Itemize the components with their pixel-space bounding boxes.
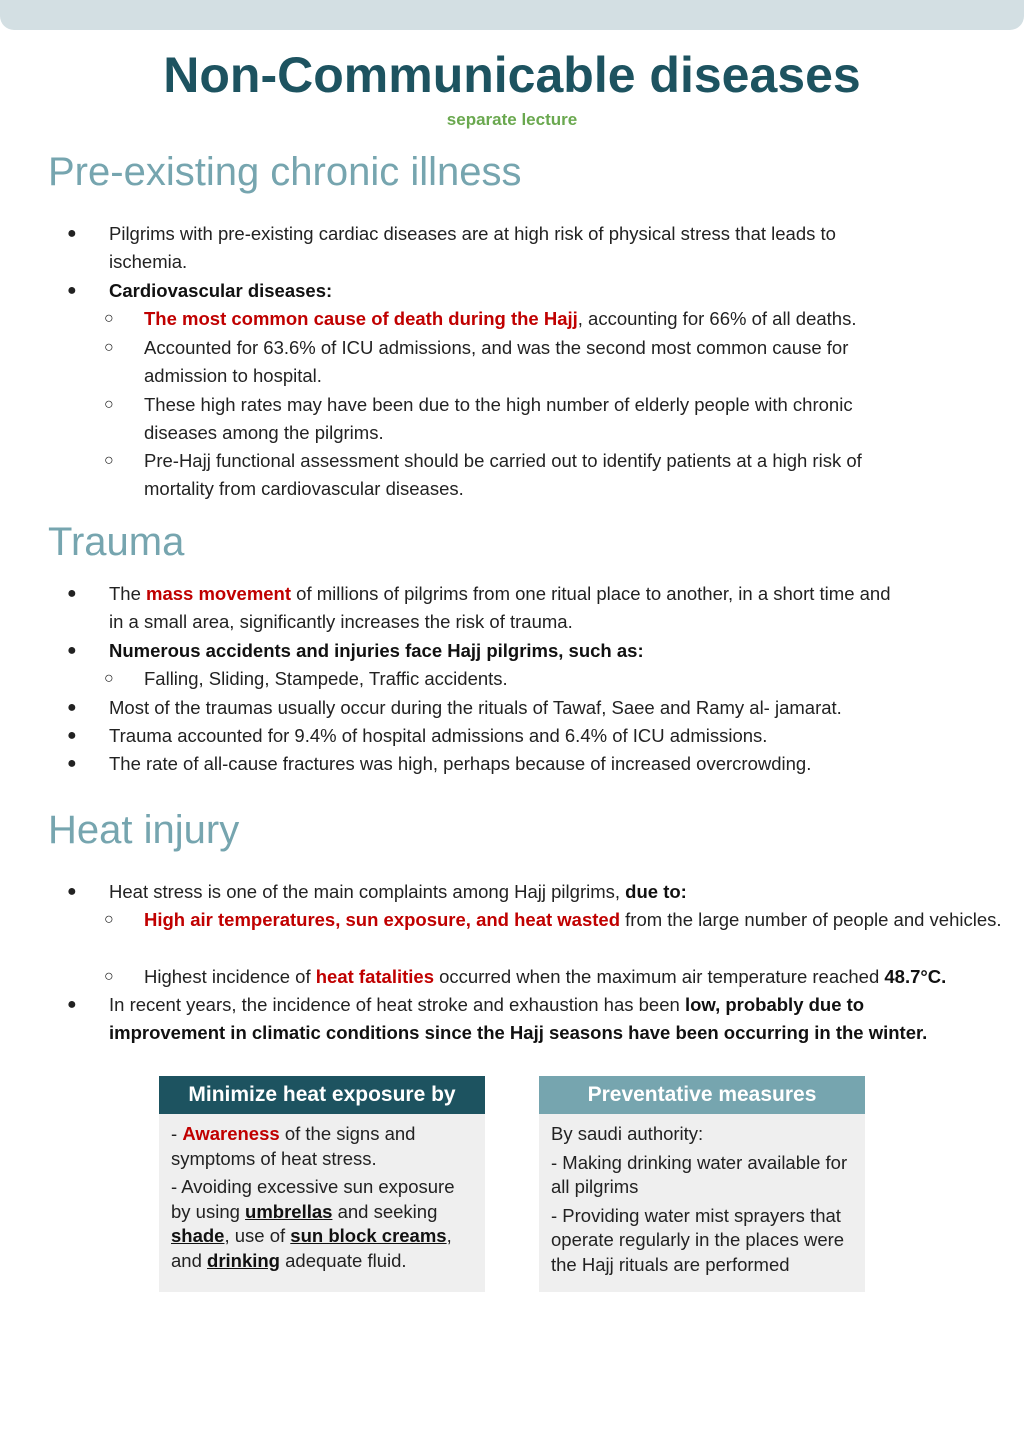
chronic-point-2 bbox=[109, 277, 909, 305]
section-title-chronic: Pre-existing chronic illness bbox=[48, 150, 522, 194]
page-title: Non-Communicable diseases bbox=[163, 47, 861, 103]
top-decorative-bar bbox=[0, 0, 1024, 30]
bold-text: Numerous accidents and injuries face Hajj pilgrims, such as: bbox=[109, 640, 644, 661]
sub-bullet-icon: ○ bbox=[104, 670, 114, 687]
heat-point-1 bbox=[109, 878, 969, 906]
body-text: of millions of pilgrims from one ritual place to another, in a short time and in a small area, significantly increases the risk of trauma. bbox=[109, 583, 891, 633]
bullet-icon: ● bbox=[67, 996, 77, 1013]
body-text: occurred when the maximum air temperature reached bbox=[434, 966, 885, 987]
bullet-icon: ● bbox=[67, 727, 77, 744]
emphasis-text: The most common cause of death during the Hajj bbox=[144, 308, 578, 329]
emphasis-text: Awareness bbox=[182, 1123, 280, 1144]
sub-bullet-icon: ○ bbox=[104, 911, 114, 928]
sub-bullet-icon: ○ bbox=[104, 452, 114, 469]
preventative-measures-box-title: Preventative measures bbox=[539, 1076, 865, 1114]
minimize-heat-box bbox=[159, 1076, 485, 1292]
trauma-sub-1: Falling, Sliding, Stampede, Traffic accidents. bbox=[144, 668, 508, 689]
preventative-measures-box bbox=[539, 1076, 865, 1292]
page-subtitle: separate lecture bbox=[446, 110, 578, 129]
bullet-icon: ● bbox=[67, 642, 77, 659]
body-text: - bbox=[171, 1123, 183, 1144]
body-text: , use of bbox=[224, 1225, 291, 1247]
minimize-item-2 bbox=[171, 1175, 473, 1273]
sub-bullet-icon: ○ bbox=[104, 396, 114, 413]
minimize-heat-box-title: Minimize heat exposure by bbox=[159, 1076, 485, 1114]
bullet-icon: ● bbox=[67, 225, 77, 242]
body-text: The bbox=[109, 583, 147, 604]
bullet-icon: ● bbox=[67, 755, 77, 772]
cardio-heading: Cardiovascular diseases: bbox=[109, 280, 333, 301]
body-text: - Avoiding excessive sun exposure by using bbox=[171, 1176, 455, 1222]
body-text: , accounting for 66% of all deaths. bbox=[577, 308, 857, 329]
trauma-point-2 bbox=[109, 637, 909, 665]
bullet-icon: ● bbox=[67, 282, 77, 299]
minimize-item-1 bbox=[171, 1122, 473, 1171]
prevent-line-1: By saudi authority: bbox=[551, 1123, 704, 1144]
underlined-text: drinking bbox=[207, 1249, 280, 1271]
body-text: and seeking bbox=[332, 1200, 438, 1222]
prevent-line-2: - Making drinking water available for all pilgrims bbox=[551, 1151, 848, 1198]
bold-text: low, probably due to improvement in climatic conditions since the Hajj seasons have been occurring in the winter. bbox=[109, 994, 928, 1044]
trauma-point-1 bbox=[109, 580, 909, 637]
body-text: , and bbox=[171, 1225, 452, 1271]
bullet-icon: ● bbox=[67, 699, 77, 716]
chronic-sub-1 bbox=[144, 305, 924, 333]
chronic-sub-2: Accounted for 63.6% of ICU admissions, and was the second most common cause for admission to hospital. bbox=[144, 337, 849, 387]
section-title-heat: Heat injury bbox=[48, 808, 240, 852]
sub-bullet-icon: ○ bbox=[104, 968, 114, 985]
trauma-point-3: Most of the traumas usually occur during the rituals of Tawaf, Saee and Ramy al- jamarat. bbox=[109, 697, 842, 718]
underlined-text: shade bbox=[171, 1225, 225, 1247]
emphasis-text: mass movement bbox=[146, 583, 292, 604]
trauma-point-5: The rate of all-cause fractures was high, perhaps because of increased overcrowding. bbox=[109, 753, 812, 774]
body-text: In recent years, the incidence of heat stroke and exhaustion has been bbox=[109, 994, 685, 1015]
bullet-icon: ● bbox=[67, 585, 77, 602]
trauma-point-4: Trauma accounted for 9.4% of hospital admissions and 6.4% of ICU admissions. bbox=[109, 725, 768, 746]
bold-text: due to: bbox=[625, 881, 687, 902]
body-text: adequate fluid. bbox=[280, 1249, 407, 1271]
bullet-icon: ● bbox=[67, 883, 77, 900]
sub-bullet-icon: ○ bbox=[104, 310, 114, 327]
heat-sub-1 bbox=[144, 906, 1004, 934]
underlined-text: umbrellas bbox=[245, 1200, 333, 1222]
emphasis-text: heat fatalities bbox=[315, 966, 434, 987]
minimize-heat-box-body bbox=[159, 1114, 485, 1274]
chronic-sub-4: Pre-Hajj functional assessment should be carried out to identify patients at a high risk of mortality from cardiovascular diseases. bbox=[144, 450, 862, 500]
chronic-point-1: Pilgrims with pre-existing cardiac diseases are at high risk of physical stress that leads to ischemia. bbox=[109, 223, 836, 273]
sub-bullet-icon: ○ bbox=[104, 339, 114, 356]
underlined-text: sun block creams bbox=[290, 1225, 447, 1247]
body-text: Highest incidence of bbox=[144, 966, 316, 987]
prevent-line-3: - Providing water mist sprayers that operate regularly in the places were the Hajj rituals are performed bbox=[551, 1204, 845, 1275]
emphasis-text: High air temperatures, sun exposure, and heat wasted bbox=[144, 909, 620, 930]
bold-text: 48.7°C. bbox=[884, 966, 947, 987]
preventative-measures-box-body bbox=[539, 1114, 865, 1278]
body-text: of the signs and symptoms of heat stress. bbox=[171, 1123, 416, 1169]
heat-sub-2 bbox=[144, 963, 1014, 991]
body-text: from the large number of people and vehicles. bbox=[620, 909, 1002, 930]
section-title-trauma: Trauma bbox=[48, 520, 185, 564]
body-text: Heat stress is one of the main complaints among Hajj pilgrims, bbox=[109, 881, 626, 902]
heat-point-2 bbox=[109, 991, 979, 1048]
chronic-sub-3: These high rates may have been due to the high number of elderly people with chronic diseases among the pilgrims. bbox=[144, 394, 853, 444]
